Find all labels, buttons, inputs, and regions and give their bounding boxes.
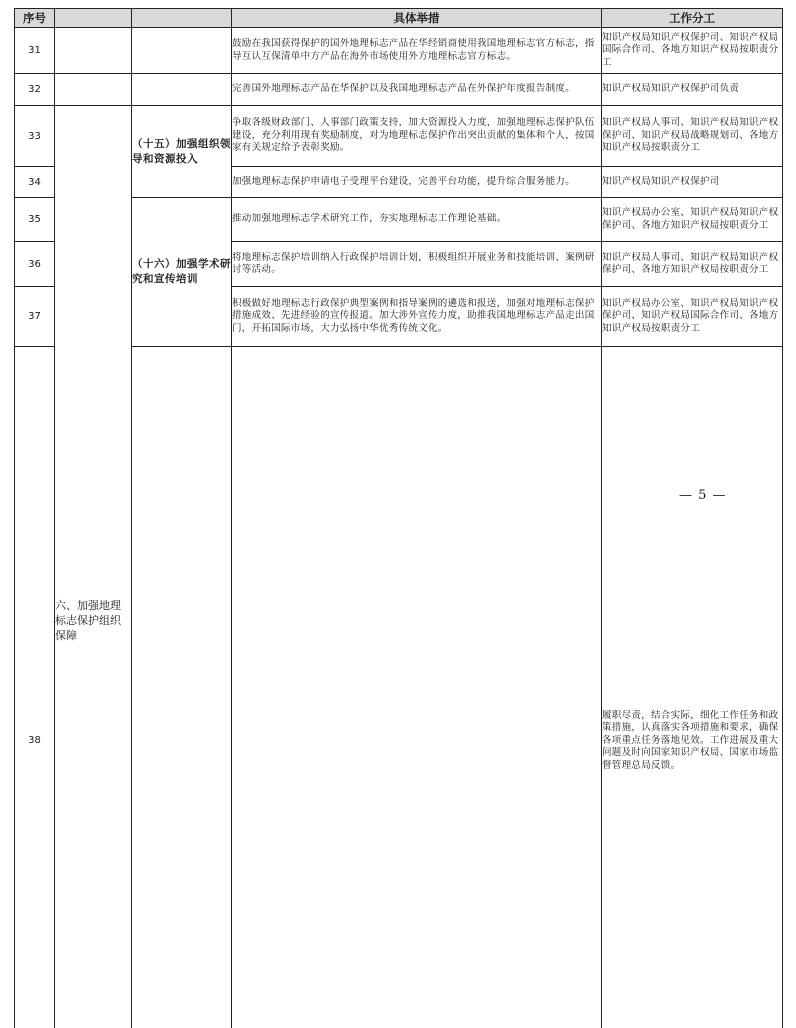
measure-text: 推动加强地理标志学术研究工作，夯实地理标志工作理论基础。 — [232, 213, 601, 226]
row-number: 38 — [15, 347, 55, 1028]
measure-cell — [232, 28, 602, 74]
division-cell — [602, 242, 783, 287]
table-row — [15, 74, 783, 106]
task-cell-15: （十五）加强组织领导和资源投入 — [132, 106, 232, 198]
header-no: 序号 — [15, 9, 55, 28]
table-row — [15, 28, 783, 74]
header-division: 工作分工 — [602, 9, 783, 28]
measure-text: 鼓励在我国获得保护的国外地理标志产品在华经销商使用我国地理标志官方标志，指导互认互保清单中方产品在海外市场使用外方地理标志官方标志。 — [232, 38, 601, 63]
area-cell-blank — [55, 74, 132, 106]
measure-cell — [232, 198, 602, 242]
header-area — [55, 9, 132, 28]
header-measure: 具体举措 — [232, 9, 602, 28]
division-text: 知识产权局人事司、知识产权局知识产权保护司、知识产权局战略规划司、各地方知识产权局按职责分工 — [602, 117, 782, 155]
division-cell — [602, 287, 783, 347]
division-cell — [602, 74, 783, 106]
measure-text: 争取各级财政部门、人事部门政策支持，加大资源投入力度，加强地理标志保护队伍建设，充分利用现有奖励制度，对为地理标志保护作出突出贡献的集体和个人，按国家有关规定给予表彰奖励。 — [232, 117, 601, 155]
row-number: 37 — [15, 287, 55, 347]
task-cell-16: （十六）加强学术研究和宣传培训 — [132, 198, 232, 347]
page-number: — 5 — — [679, 488, 727, 503]
table-row — [15, 106, 783, 167]
action-plan-table — [14, 8, 783, 1028]
row-number: 34 — [15, 167, 55, 198]
division-text: 知识产权局知识产权保护司、知识产权局国际合作司、各地方知识产权局按职责分工 — [602, 32, 782, 70]
measure-text: 完善国外地理标志产品在华保护以及我国地理标志产品在外保护年度报告制度。 — [232, 83, 601, 96]
measure-text: 将地理标志保护培训纳入行政保护培训计划，积极组织开展业务和技能培训、案例研讨等活动。 — [232, 252, 601, 277]
division-text: 知识产权局办公室、知识产权局知识产权保护司、各地方知识产权局按职责分工 — [602, 207, 782, 232]
header-task — [132, 9, 232, 28]
division-cell — [602, 167, 783, 198]
area-cell-blank — [132, 347, 232, 1028]
row-number: 33 — [15, 106, 55, 167]
table-header-row — [15, 9, 783, 28]
division-cell — [602, 106, 783, 167]
row-number: 36 — [15, 242, 55, 287]
row-number: 35 — [15, 198, 55, 242]
measure-cell — [232, 74, 602, 106]
task-cell-blank — [132, 74, 232, 106]
measure-cell — [232, 242, 602, 287]
task-cell-blank — [132, 28, 232, 74]
division-cell — [602, 198, 783, 242]
division-cell — [602, 28, 783, 74]
division-text: 知识产权局知识产权保护司 — [602, 176, 782, 189]
area-cell-blank — [55, 28, 132, 74]
measure-text: 履职尽责，结合实际，细化工作任务和政策措施，认真落实各项措施和要求，确保各项重点任务落地见效。工作进展及重大问题及时向国家知识产权局、国家市场监督管理总局反馈。 — [602, 710, 782, 773]
row-number: 31 — [15, 28, 55, 74]
area-cell: 六、加强地理标志保护组织保障 — [55, 106, 132, 1028]
division-text: 知识产权局知识产权保护司负责 — [602, 83, 782, 96]
division-text: 知识产权局人事司、知识产权局知识产权保护司、各地方知识产权局按职责分工 — [602, 252, 782, 277]
measure-cell — [232, 106, 602, 167]
measure-cell — [232, 167, 602, 198]
measure-text: 积极做好地理标志行政保护典型案例和指导案例的遴选和报送，加强对地理标志保护措施成效、先进经验的宣传报道。加大涉外宣传力度，助推我国地理标志产品走出国门，开拓国际市场，大力弘扬中华优秀传统文化。 — [232, 298, 601, 336]
measure-cell — [232, 287, 602, 347]
task-cell-blank — [232, 347, 602, 1028]
division-text: 知识产权局办公室、知识产权局知识产权保护司、知识产权局国际合作司、各地方知识产权局按职责分工 — [602, 298, 782, 336]
measure-text: 加强地理标志保护申请电子受理平台建设，完善平台功能，提升综合服务能力。 — [232, 176, 601, 189]
measure-cell — [602, 347, 783, 1028]
row-number: 32 — [15, 74, 55, 106]
